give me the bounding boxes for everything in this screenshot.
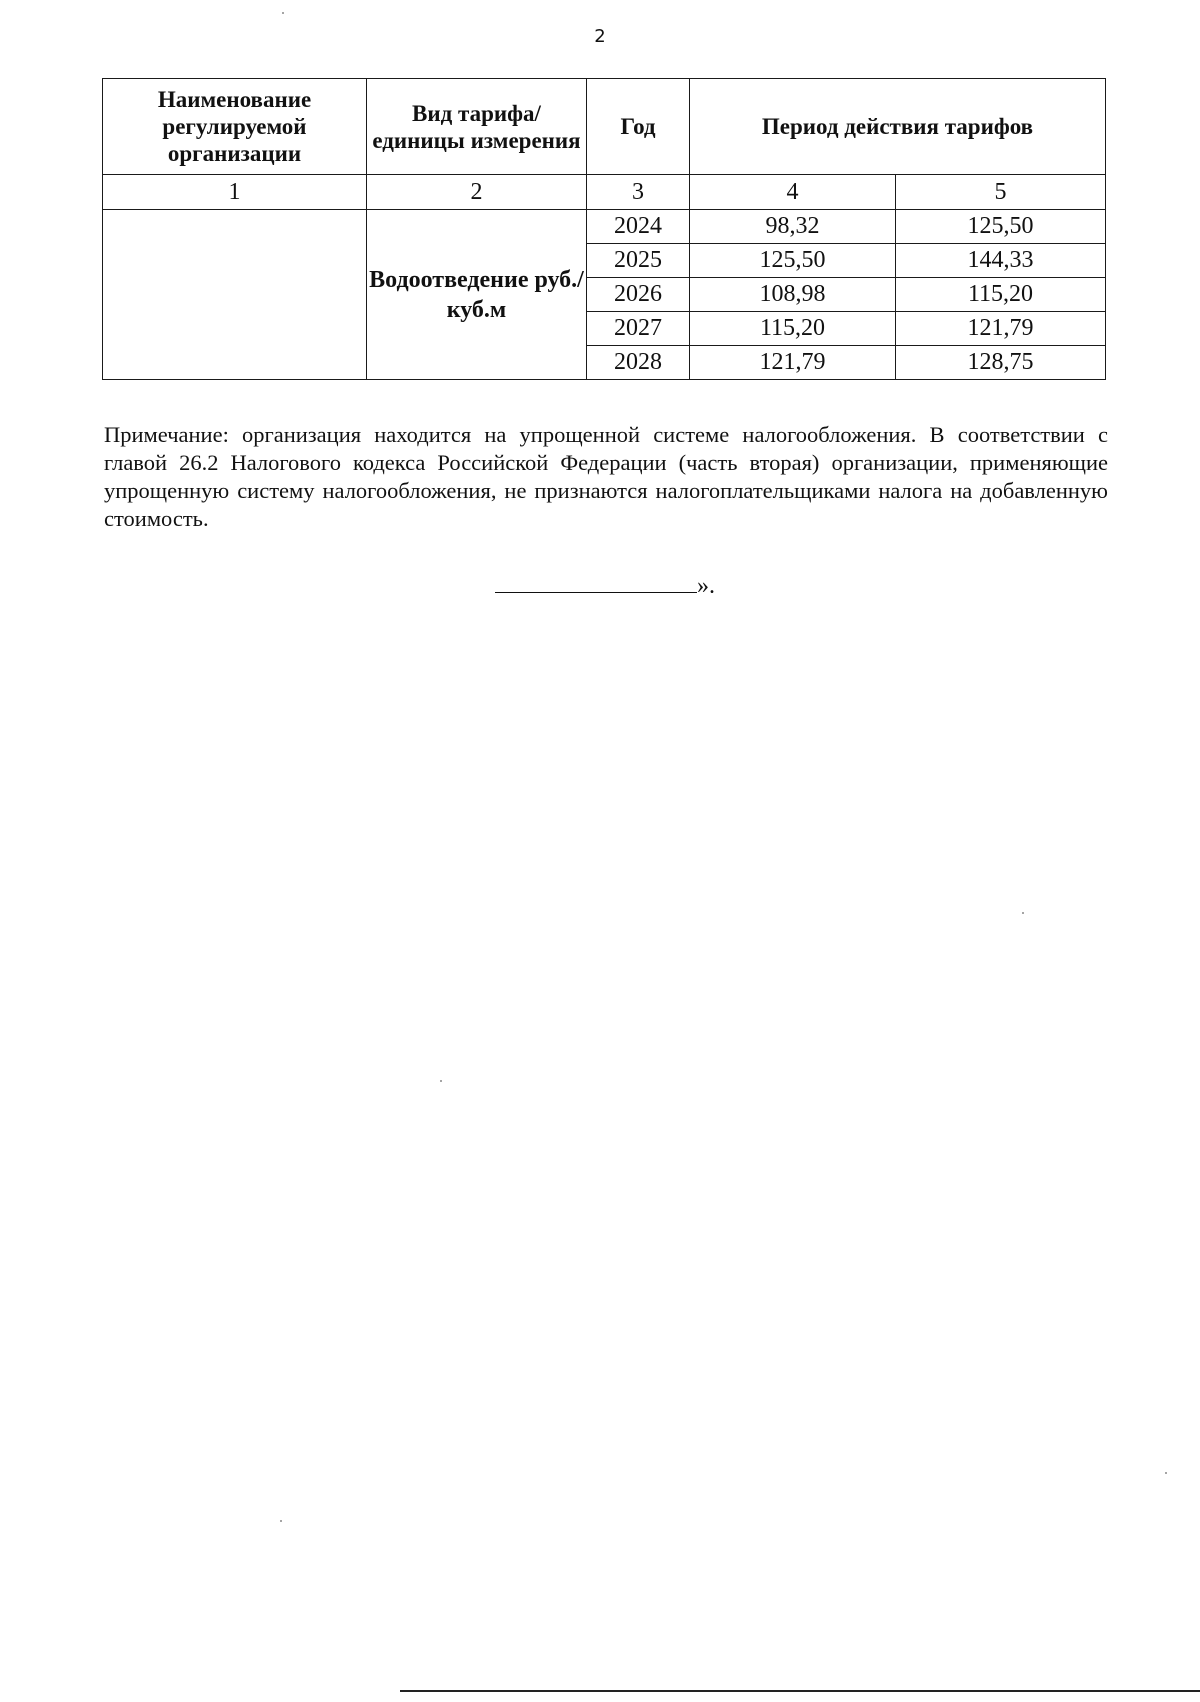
scan-speck	[280, 1520, 282, 1522]
scan-edge-line	[400, 1690, 1200, 1692]
year-cell: 2025	[587, 244, 690, 278]
tax-note: Примечание: организация находится на упрощенной системе налогообложения. В соответствии с главой 26.2 Налогового кодекса Российской Федерации (часть вторая) организации, применяющие упрощенную систему налогообложения, не признаются налогоплательщиками налога на добавленную стоимость.	[104, 421, 1108, 531]
closing-mark	[495, 570, 715, 600]
column-number: 1	[103, 175, 367, 210]
tariff-type-cell: Водоотведение руб./куб.м	[367, 210, 587, 380]
closing-quote: ».	[697, 573, 715, 599]
period-2-value: 121,79	[896, 312, 1106, 346]
period-2-value: 128,75	[896, 346, 1106, 380]
period-2-value: 144,33	[896, 244, 1106, 278]
header-period: Период действия тарифов	[690, 79, 1106, 175]
column-number: 2	[367, 175, 587, 210]
year-cell: 2027	[587, 312, 690, 346]
tariff-table	[102, 78, 1106, 380]
period-1-value: 115,20	[690, 312, 896, 346]
scan-speck	[1165, 1472, 1167, 1474]
scan-speck	[440, 1080, 442, 1082]
year-cell: 2028	[587, 346, 690, 380]
table-header-row	[103, 79, 1106, 175]
period-1-value: 121,79	[690, 346, 896, 380]
period-1-value: 98,32	[690, 210, 896, 244]
header-year: Год	[587, 79, 690, 175]
period-2-value: 125,50	[896, 210, 1106, 244]
page-number: 2	[594, 26, 606, 47]
period-2-value: 115,20	[896, 278, 1106, 312]
header-tariff-type: Вид тарифа/единицы измерения	[367, 79, 587, 175]
table-row	[103, 210, 1106, 244]
header-org-name: Наименование регулируемой организации	[103, 79, 367, 175]
period-1-value: 108,98	[690, 278, 896, 312]
year-cell: 2024	[587, 210, 690, 244]
scan-speck	[1022, 912, 1024, 914]
column-number: 4	[690, 175, 896, 210]
year-cell: 2026	[587, 278, 690, 312]
column-number: 3	[587, 175, 690, 210]
column-number-row	[103, 175, 1106, 210]
org-name-cell	[103, 210, 367, 380]
column-number: 5	[896, 175, 1106, 210]
period-1-value: 125,50	[690, 244, 896, 278]
closing-underline	[495, 570, 697, 593]
scan-speck	[282, 12, 284, 14]
